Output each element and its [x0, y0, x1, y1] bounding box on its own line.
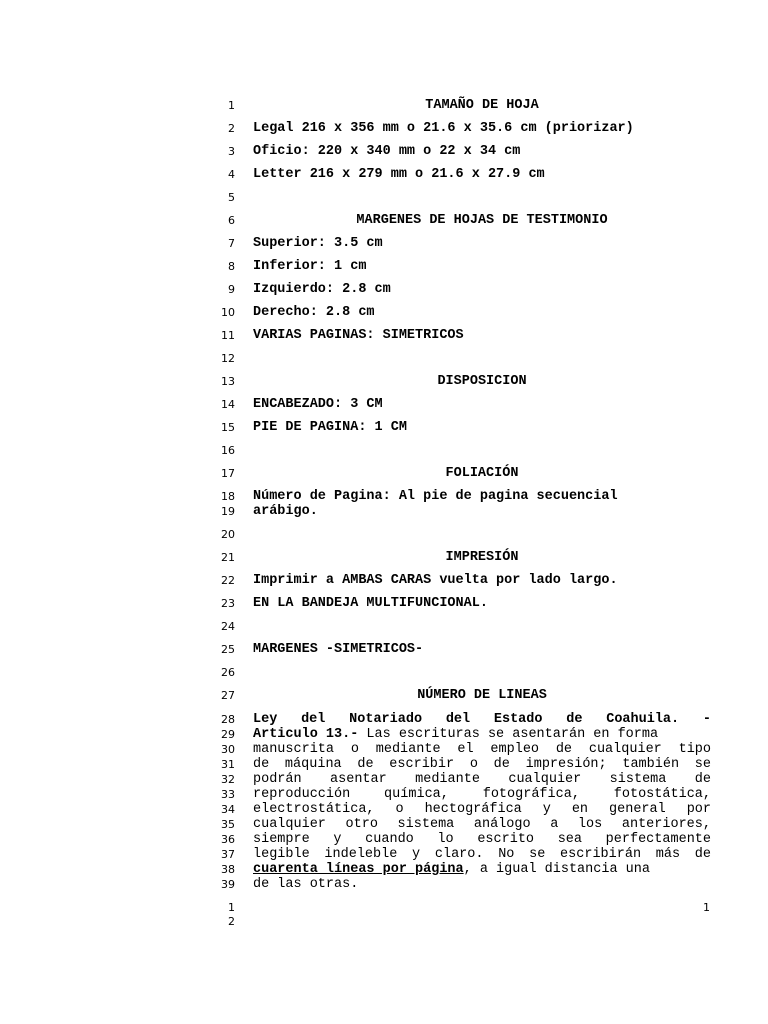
line-number: 4	[228, 168, 235, 181]
foliacion-line-1: Número de Pagina: Al pie de pagina secuencial	[253, 489, 618, 504]
article-line-2: manuscrita o mediante el empleo de cualquier tipo	[253, 742, 711, 757]
line-number: 28	[221, 713, 235, 726]
line-number: 32	[221, 773, 235, 786]
disposicion-pie: PIE DE PAGINA: 1 CM	[253, 420, 407, 435]
line-number: 24	[221, 620, 235, 633]
margin-varias: VARIAS PAGINAS: SIMETRICOS	[253, 328, 464, 343]
line-number: 34	[221, 803, 235, 816]
line-number: 38	[221, 863, 235, 876]
article-line-9: legible indeleble y claro. No se escribirán más de	[253, 847, 711, 862]
line-number: 19	[221, 505, 235, 518]
line-number: 22	[221, 574, 235, 587]
line-number: 9	[228, 283, 235, 296]
line-number: 14	[221, 398, 235, 411]
line-number: 2	[228, 122, 235, 135]
line-number: 23	[221, 597, 235, 610]
size-oficio: Oficio: 220 x 340 mm o 22 x 34 cm	[253, 144, 521, 159]
article-line-7: cualquier otro sistema análogo a los anteriores,	[253, 817, 711, 832]
line-number: 17	[221, 467, 235, 480]
article-last-line: de las otras.	[253, 877, 359, 892]
line-number: 20	[221, 528, 235, 541]
line-number: 18	[221, 490, 235, 503]
line-number: 5	[228, 191, 235, 204]
line-number: 12	[221, 352, 235, 365]
line-number: 30	[221, 743, 235, 756]
line-number: 10	[221, 306, 235, 319]
article-text-1: Las escrituras se asentarán en forma	[358, 727, 659, 742]
line-number: 7	[228, 237, 235, 250]
article-line-6: electrostática, o hectográfica y en general por	[253, 802, 711, 817]
disposicion-encabezado: ENCABEZADO: 3 CM	[253, 397, 383, 412]
page-number: 1	[703, 901, 710, 914]
line-number: 33	[221, 788, 235, 801]
size-letter: Letter 216 x 279 mm o 21.6 x 27.9 cm	[253, 167, 545, 182]
margin-izquierdo: Izquierdo: 2.8 cm	[253, 282, 391, 297]
impresion-line-1: Imprimir a AMBAS CARAS vuelta por lado largo.	[253, 573, 618, 588]
article-label: Articulo 13.-	[253, 727, 359, 742]
margin-inferior: Inferior: 1 cm	[253, 259, 367, 274]
article-line-3: de máquina de escribir o de impresión; también se	[253, 757, 711, 772]
line-number: 37	[221, 848, 235, 861]
line-number: 25	[221, 643, 235, 656]
line-number: 39	[221, 878, 235, 891]
line-number: 6	[228, 214, 235, 227]
line-number: 16	[221, 444, 235, 457]
line-number: 36	[221, 833, 235, 846]
article-line-8: siempre y cuando lo escrito sea perfectamente	[253, 832, 711, 847]
impresion-line-2: EN LA BANDEJA MULTIFUNCIONAL.	[253, 596, 488, 611]
margin-superior: Superior: 3.5 cm	[253, 236, 383, 251]
line-number: 35	[221, 818, 235, 831]
line-number: 31	[221, 758, 235, 771]
footer-line-number-1: 1	[228, 901, 235, 914]
size-legal: Legal 216 x 356 mm o 21.6 x 35.6 cm (priorizar)	[253, 121, 634, 136]
heading-margenes: MARGENES DE HOJAS DE TESTIMONIO	[356, 213, 608, 228]
line-number: 21	[221, 551, 235, 564]
emphasis-forty-lines: cuarenta líneas por página	[253, 862, 464, 877]
margin-derecho: Derecho: 2.8 cm	[253, 305, 375, 320]
heading-foliacion: FOLIACIÓN	[445, 466, 519, 481]
heading-numero-lineas: NÚMERO DE LINEAS	[417, 688, 547, 703]
heading-tamano: TAMAÑO DE HOJA	[425, 98, 539, 113]
foliacion-line-2: arábigo.	[253, 504, 318, 519]
line-number: 29	[221, 728, 235, 741]
line-number: 8	[228, 260, 235, 273]
line-number: 26	[221, 666, 235, 679]
article-line-4: podrán asentar mediante cualquier sistema de	[253, 772, 711, 787]
footer-line-number-2: 2	[228, 915, 235, 928]
line-number: 13	[221, 375, 235, 388]
margenes-simetricos: MARGENES -SIMETRICOS-	[253, 642, 424, 657]
line-number: 11	[221, 329, 235, 342]
line-number: 3	[228, 145, 235, 158]
article-line-5: reproducción química, fotográfica, fotostática,	[253, 787, 711, 802]
article-after-emphasis: , a igual distancia una	[463, 862, 650, 877]
line-number: 1	[228, 99, 235, 112]
law-heading: Ley del Notariado del Estado de Coahuila. -	[253, 712, 711, 727]
line-number: 15	[221, 421, 235, 434]
heading-impresion: IMPRESIÓN	[445, 550, 519, 565]
heading-disposicion: DISPOSICION	[437, 374, 527, 389]
line-number: 27	[221, 689, 235, 702]
